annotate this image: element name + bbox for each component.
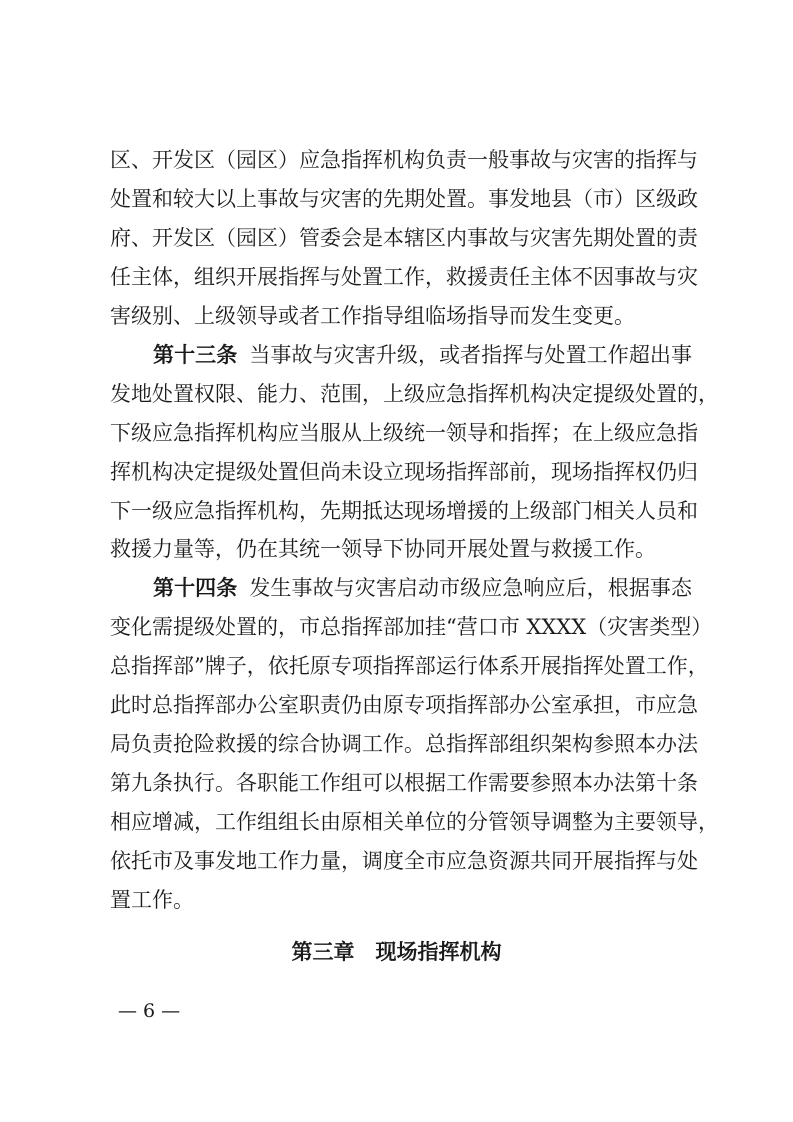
article-14-first-line [153, 568, 692, 608]
chapter-heading: 第三章 现场指挥机构 [291, 939, 502, 964]
article-13-label: 第十三条 [153, 342, 238, 367]
article-13-line-4: 挥机构决定提级处置但尚未设立现场指挥部前，现场指挥权仍归 [110, 460, 698, 484]
article-14-line-3: 总指挥部”牌子，依托原专项指挥部运行体系开展指挥处置工作， [110, 654, 709, 678]
article-14-line-9: 置工作。 [110, 888, 194, 912]
article-14-line-6: 第九条执行。各职能工作组可以根据工作需要参照本办法第十条 [110, 771, 698, 795]
article-14-line-2: 变化需提级处置的，市总指挥部加挂“营口市 XXXX（灾害类型） [110, 615, 713, 639]
article-13-line-3: 下级应急指挥机构应当服从上级统一领导和指挥；在上级应急指 [110, 421, 698, 445]
article-14-line-4: 此时总指挥部办公室职责仍由原专项指挥部办公室承担，市应急 [110, 693, 698, 717]
paragraph-1-line-1: 区、开发区（园区）应急指挥机构负责一般事故与灾害的指挥与 [110, 148, 698, 172]
article-13-first-line [153, 335, 692, 375]
article-13-first-line-text: 当事故与灾害升级，或者指挥与处置工作超出事 [249, 343, 693, 367]
article-13-line-2: 发地处置权限、能力、范围，上级应急指挥机构决定提级处置的， [110, 382, 719, 406]
page-number: — 6 — [118, 1000, 181, 1022]
paragraph-1-line-2: 处置和较大以上事故与灾害的先期处置。事发地县（市）区级政 [110, 187, 698, 211]
article-14-line-8: 依托市及事发地工作力量，调度全市应急资源共同开展指挥与处 [110, 849, 698, 873]
article-13-line-6: 救援力量等，仍在其统一领导下协同开展处置与救援工作。 [110, 537, 656, 561]
article-14-label: 第十四条 [153, 575, 238, 600]
article-14-first-line-text: 发生事故与灾害启动市级应急响应后，根据事态 [249, 576, 693, 600]
article-14-line-5: 局负责抢险救援的综合协调工作。总指挥部组织架构参照本办法 [110, 732, 698, 756]
article-14-line-7: 相应增减，工作组组长由原相关单位的分管领导调整为主要领导， [110, 810, 719, 834]
paragraph-1-line-5: 害级别、上级领导或者工作指导组临场指导而发生变更。 [110, 304, 635, 328]
paragraph-1-line-4: 任主体，组织开展指挥与处置工作，救援责任主体不因事故与灾 [110, 265, 698, 289]
paragraph-1-line-3: 府、开发区（园区）管委会是本辖区内事故与灾害先期处置的责 [110, 226, 698, 250]
article-13-line-5: 下一级应急指挥机构，先期抵达现场增援的上级部门相关人员和 [110, 499, 698, 523]
